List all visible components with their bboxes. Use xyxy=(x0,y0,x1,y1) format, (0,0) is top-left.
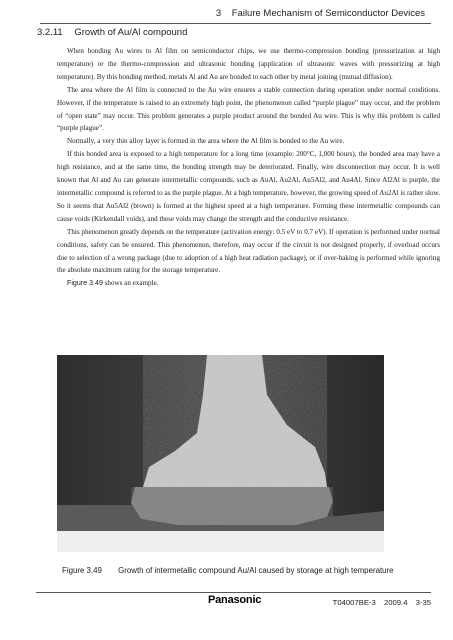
intermetallic-layer xyxy=(131,487,333,525)
body-text xyxy=(57,45,440,290)
doc-number: T04007BE-3 xyxy=(332,598,376,607)
figure-caption-text: Growth of intermetallic compound Au/Al caused by storage at high temperature xyxy=(118,566,394,575)
page-number: 3-35 xyxy=(415,598,431,607)
panasonic-logo: Panasonic xyxy=(208,594,262,606)
micrograph-illustration xyxy=(57,355,384,552)
paragraph: This phenomenon greatly depends on the temperature (activation energy: 0.5 eV to 0.7 eV). If operation is performed under normal conditions, safety can be ensured. This phenomenon, therefore, may occur if the circuit is not designed properly, if overload occurs due to selection of a wrong package (due to adoption of a high heat radiation package), or if over-baking is performed while ignoring the absolute maximum rating for the storage temperature. xyxy=(57,227,440,275)
paragraph: If this bonded area is exposed to a high temperature for a long time (example: 200°C, 1,000 hours), the bonded area may have a high resistance, and at the same time, the bonding strength may be deteriorated. Finally, wire disconnection may occur. It is well known that Al and Au can generate intermetallic compounds, such as AuAl, Au2Al, Au5Al2, and Au4Al. Since Al2Al is purple, the intermetallic compound is referred to as the purple plague. At a high temperature, however, the growing speed of Au2Al is rather slow. So it seems that Au5Al2 (brown) is formed at the highest speed at a high temperature. Forming these intermetallic compounds can cause voids (Kirkendall voids), and these voids may change the strength and the conductive resistance. xyxy=(57,150,440,223)
page-header xyxy=(216,8,425,19)
substrate xyxy=(57,531,384,552)
micrograph-photo xyxy=(57,355,384,552)
chapter-title: Failure Mechanism of Semiconductor Devices xyxy=(231,8,425,19)
document-id xyxy=(327,598,431,607)
paragraph: The area where the Al film is connected to the Au wire ensures a stable connection during operation under normal conditions. However, if the temperature is raised to an extremely high point, the phenomenon called “purple plague” may occur, and the problem of “open state” may occur. This problem generates a purple product around the bonded Au wire. This is why this problem is called “purple plague”. xyxy=(57,85,440,133)
figure-reference: Figure 3.49 xyxy=(67,279,103,288)
section-title: Growth of Au/Al compound xyxy=(74,27,188,38)
header-rule xyxy=(40,23,431,24)
figure-caption xyxy=(62,566,394,575)
paragraph xyxy=(57,277,440,290)
paragraph: When bonding Au wires to Al film on semiconductor chips, we use thermo-compression bonding (pressurization at high temperature) or the thermo-compression and ultrasonic bonding (application of ultrasonic waves with pressurizing at high temperature). By this bonding method, metals Al and Au are bonded to each other by metal joining (mutual diffusion). xyxy=(57,47,440,81)
doc-date: 2009.4 xyxy=(383,598,408,607)
figure-reference-tail: shows an example. xyxy=(102,279,159,288)
section-heading xyxy=(37,27,187,38)
figure-number: Figure 3.49 xyxy=(62,566,102,575)
paragraph: Normally, a very thin alloy layer is formed in the area where the Al film is bonded to the Au wire. xyxy=(67,137,345,146)
footer-rule xyxy=(36,592,431,593)
chapter-number: 3 xyxy=(215,8,222,19)
section-number: 3.2.11 xyxy=(37,27,63,38)
